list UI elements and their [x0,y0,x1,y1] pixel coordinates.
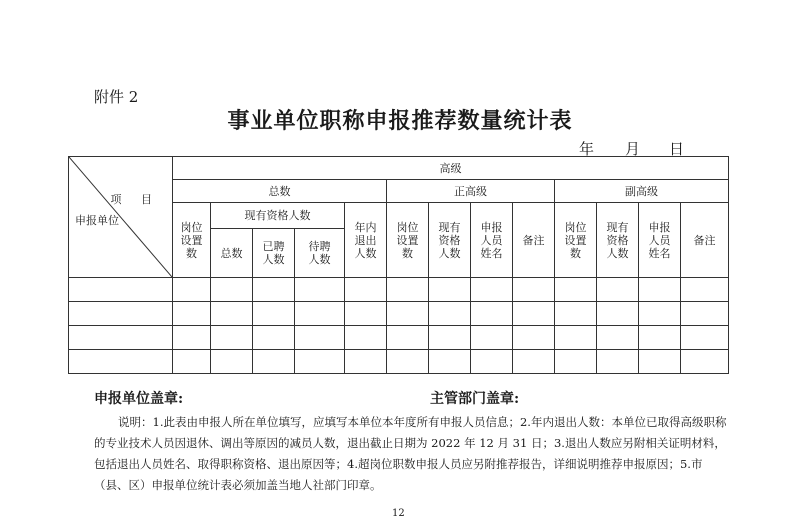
header-qualified: 现有资格人数 [211,203,345,229]
header-full-applicant: 申报人员姓名 [471,203,513,278]
table-corner-cell [69,157,173,278]
header-sub-hired: 已聘人数 [253,229,295,278]
attachment-label: 附件 2 [94,88,139,106]
header-post-setup: 岗位设置数 [173,203,211,278]
header-deputy-applicant: 申报人员姓名 [639,203,681,278]
date-year: 年 [579,140,595,158]
table-row [69,326,729,350]
header-deputy-remark: 备注 [681,203,729,278]
header-deputy-post-setup: 岗位设置数 [555,203,597,278]
header-full-qualified: 现有资格人数 [429,203,471,278]
applicant-unit-seal: 申报单位盖章: [94,391,184,407]
table-row [69,350,729,374]
header-senior: 高级 [173,157,729,180]
corner-item-label: 项 目 [110,193,160,206]
header-total: 总数 [173,180,387,203]
header-full-post-setup: 岗位设置数 [387,203,429,278]
notes-text: 说明：1.此表由申报人所在单位填写，应填写本单位本年度所有申报人员信息；2.年内退出人数：本单位已取得高级职称的专业技术人员因退休、调出等原因的减员人数，退出截止日期为 2022 年 12 月 31 日；3.退出人数应另附相关证明材料，包括退出人员姓名、取得职称资格、退出原因等；4.超岗位职数申报人员应另附推荐报告，详细说明推荐申报原因；5.市（县、区）申报单位统计表必须加盖当地人社部门印章。 [94,415,727,492]
statistics-table [68,156,729,374]
header-deputy-senior: 副高级 [555,180,729,203]
corner-unit-label: 申报单位 [75,214,119,227]
supervisor-dept-seal: 主管部门盖章: [430,391,520,407]
header-year-exit: 年内退出人数 [345,203,387,278]
document-title: 事业单位职称申报推荐数量统计表 [227,108,573,134]
date-day: 日 [669,140,685,158]
header-deputy-qualified: 现有资格人数 [597,203,639,278]
table-row [69,278,729,302]
header-sub-waiting: 待聘人数 [295,229,345,278]
table-row [69,302,729,326]
header-sub-total: 总数 [211,229,253,278]
header-full-remark: 备注 [513,203,555,278]
header-full-senior: 正高级 [387,180,555,203]
page-number: 12 [392,508,405,519]
date-month: 月 [625,140,641,158]
